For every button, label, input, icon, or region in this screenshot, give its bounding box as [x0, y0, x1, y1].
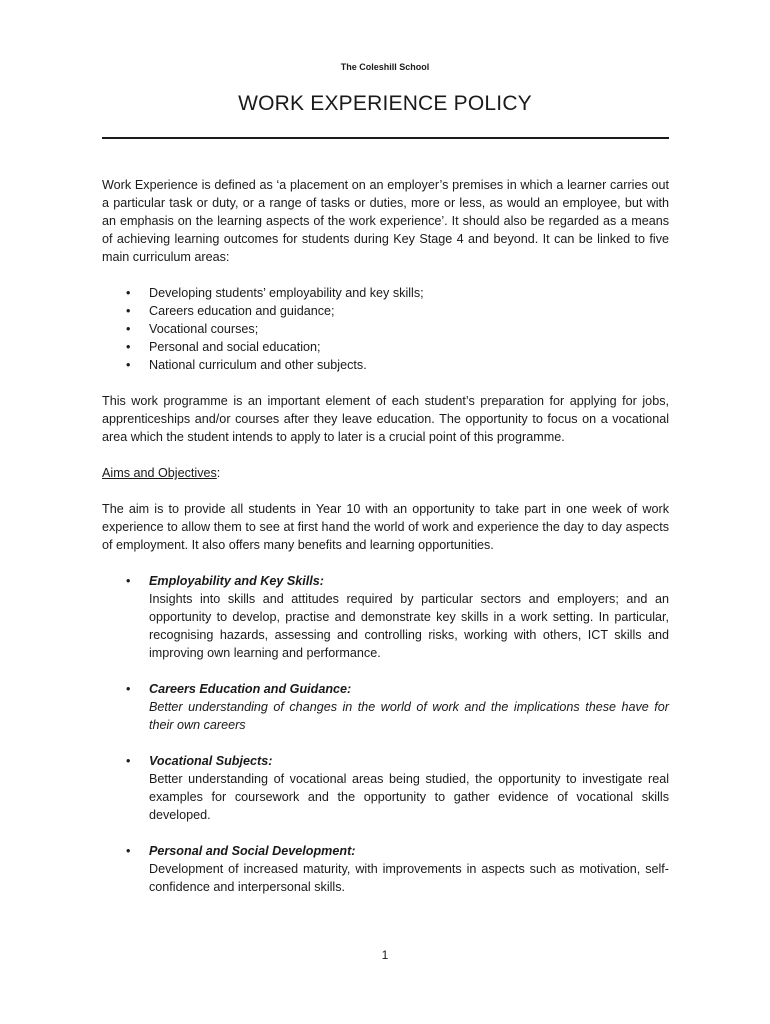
page-number: 1 [381, 948, 389, 962]
list-item: • National curriculum and other subjects. [102, 356, 669, 374]
list-item: • Personal and social education; [102, 338, 669, 356]
list-item [102, 842, 669, 896]
benefit-heading: • Personal and Social Development: [149, 844, 356, 858]
aims-heading [102, 464, 669, 482]
title-divider [102, 137, 669, 139]
list-item [102, 680, 669, 734]
benefits-list [102, 572, 669, 896]
benefit-heading: • Careers Education and Guidance: [149, 682, 352, 696]
aims-paragraph: The aim is to provide all students in Year 10 with an opportunity to take part in one week of work experience to allow them to see at first hand the world of work and experience the day to day aspects of employment. It also offers many benefits and learning opportunities. [102, 502, 669, 552]
benefit-text: Development of increased maturity, with improvements in aspects such as motivation, self-confidence and interpersonal skills. [149, 862, 669, 894]
document-body [102, 176, 669, 914]
benefit-text: Insights into skills and attitudes required by particular sectors and employers; and an opportunity to develop, practise and demonstrate key skills in a work setting. In particular, recognising hazards, assessing and controlling risks, working with others, ICT skills and improving own learning and performance. [149, 592, 669, 660]
list-item [102, 752, 669, 824]
page-title: WORK EXPERIENCE POLICY [238, 92, 532, 115]
aims-heading-colon: : [216, 466, 221, 480]
programme-paragraph: This work programme is an important element of each student’s preparation for applying for jobs, apprenticeships and/or courses after they leave education. The opportunity to focus on a vocational area which the student intends to apply to later is a crucial point of this programme. [102, 394, 669, 444]
aims-heading-text: Aims and Objectives [102, 466, 217, 480]
list-item: • Careers education and guidance; [102, 302, 669, 320]
school-name: The Coleshill School [340, 62, 430, 72]
curriculum-areas-list [102, 284, 669, 374]
list-item [102, 572, 669, 662]
benefit-text: Better understanding of changes in the world of work and the implications these have for their own careers [149, 700, 669, 732]
list-item: • Developing students’ employability and key skills; [102, 284, 669, 302]
benefit-heading: • Vocational Subjects: [149, 754, 273, 768]
intro-paragraph: Work Experience is defined as ‘a placement on an employer’s premises in which a learner carries out a particular task or duty, or a range of tasks or duties, more or less, as would an employee, but with an emphasis on the learning aspects of the work experience’. It should also be regarded as a means of achieving learning outcomes for students during Key Stage 4 and beyond. It can be linked to five main curriculum areas: [102, 178, 669, 264]
benefit-text: Better understanding of vocational areas being studied, the opportunity to investigate real examples for coursework and the opportunity to gather evidence of vocational skills developed. [149, 772, 669, 822]
list-item: • Vocational courses; [102, 320, 669, 338]
benefit-heading: • Employability and Key Skills: [149, 574, 324, 588]
